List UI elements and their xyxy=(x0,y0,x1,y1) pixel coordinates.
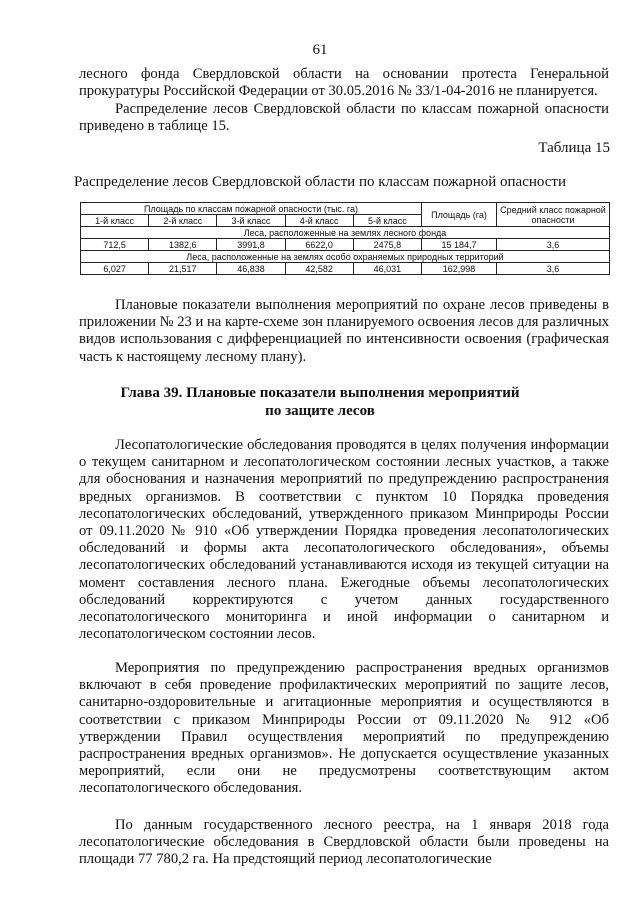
after-table-paragraph: Плановые показатели выполнения мероприятий по охране лесов приведены в приложении № 23 и на карте-схеме зон планируемого освоения лесов для различных видов использования с дифференциацией по интенсивности освоения (графическая часть к настоящему лесному плану). xyxy=(79,297,609,365)
table-cell: 46,838 xyxy=(217,263,285,275)
header-area: Площадь по классам пожарной опасности (тыс. га) xyxy=(81,203,422,215)
header-avg: Средний класс пожарной опасности xyxy=(497,203,610,227)
table-cell: 3,6 xyxy=(497,239,610,251)
table-row xyxy=(81,239,610,251)
chapter-heading xyxy=(0,384,640,420)
intro-paragraph-2: Распределение лесов Свердловской области по классам пожарной опасности приведено в таблице 15. xyxy=(79,101,609,135)
table-cell: 6,027 xyxy=(81,263,149,275)
table-title: Распределение лесов Свердловской области по классам пожарной опасности xyxy=(73,174,567,190)
table-cell: 21,517 xyxy=(149,263,217,275)
table-label: Таблица 15 xyxy=(538,140,610,156)
class-5-header: 5-й класс xyxy=(353,215,421,227)
table-row xyxy=(81,263,610,275)
section-forest-fund: Леса, расположенные на землях лесного фонда xyxy=(81,227,610,239)
intro-paragraph-1: лесного фонда Свердловской области на основании протеста Генеральной прокуратуры Российской Федерации от 30.05.2016 № 33/1-04-2016 не планируется. xyxy=(79,66,609,100)
class-4-header: 4-й класс xyxy=(285,215,353,227)
table-cell: 2475,8 xyxy=(353,239,421,251)
body-paragraph-2: Мероприятия по предупреждению распространения вредных организмов включают в себя проведение профилактических мероприятий по защите лесов, санитарно-оздоровительные и агитационные мероприятия и осуществляются в соответствии с приказом Минприроды России от 09.11.2020 № 912 «Об утверждении Правил осуществления мероприятий по предупреждению распространения вредных организмов». Не допускается осуществление указанных мероприятий, если они не предусмотрены соответствующим актом лесопатологического обследования. xyxy=(79,660,609,797)
class-3-header: 3-й класс xyxy=(217,215,285,227)
fire-danger-table xyxy=(80,202,610,275)
table-cell: 6622,0 xyxy=(285,239,353,251)
table-cell: 42,582 xyxy=(285,263,353,275)
section-protected-areas: Леса, расположенные на землях особо охраняемых природных территорий xyxy=(81,251,610,263)
table-cell: 162,998 xyxy=(422,263,497,275)
class-2-header: 2-й класс xyxy=(149,215,217,227)
table-cell: 3,6 xyxy=(497,263,610,275)
header-total: Площадь (га) xyxy=(422,203,497,227)
chapter-heading-line-1: Глава 39. Плановые показатели выполнения мероприятий xyxy=(120,385,520,401)
chapter-heading-line-2: по защите лесов xyxy=(265,403,375,419)
table-cell: 3991,8 xyxy=(217,239,285,251)
page-number: 61 xyxy=(312,42,328,58)
body-paragraph-3: По данным государственного лесного реестра, на 1 января 2018 года лесопатологические обследования в Свердловской области были проведены на площади 77 780,2 га. На предстоящий период лесопатологические xyxy=(79,817,609,868)
table-cell: 712,5 xyxy=(81,239,149,251)
table-cell: 46,031 xyxy=(353,263,421,275)
table-cell: 15 184,7 xyxy=(422,239,497,251)
class-1-header: 1-й класс xyxy=(81,215,149,227)
table-cell: 1382,6 xyxy=(149,239,217,251)
body-paragraph-1: Лесопатологические обследования проводятся в целях получения информации о текущем санитарном и лесопатологическом состоянии лесных участков, а также для обоснования и назначения мероприятий по предупреждению распространения вредных организмов. В соответствии с пунктом 10 Порядка проведения лесопатологических обследований, утвержденного приказом Минприроды России от 09.11.2020 № 910 «Об утверждении Порядка проведения лесопатологических обследований и формы акта лесопатологического обследования», объемы лесопатологических обследований устанавливаются исходя из текущей ситуации на момент составления лесного плана. Ежегодные объемы лесопатологических обследований корректируются с учетом данных государственного лесопатологического мониторинга и иной информации о санитарном и лесопатологическом состоянии лесов. xyxy=(79,437,609,643)
